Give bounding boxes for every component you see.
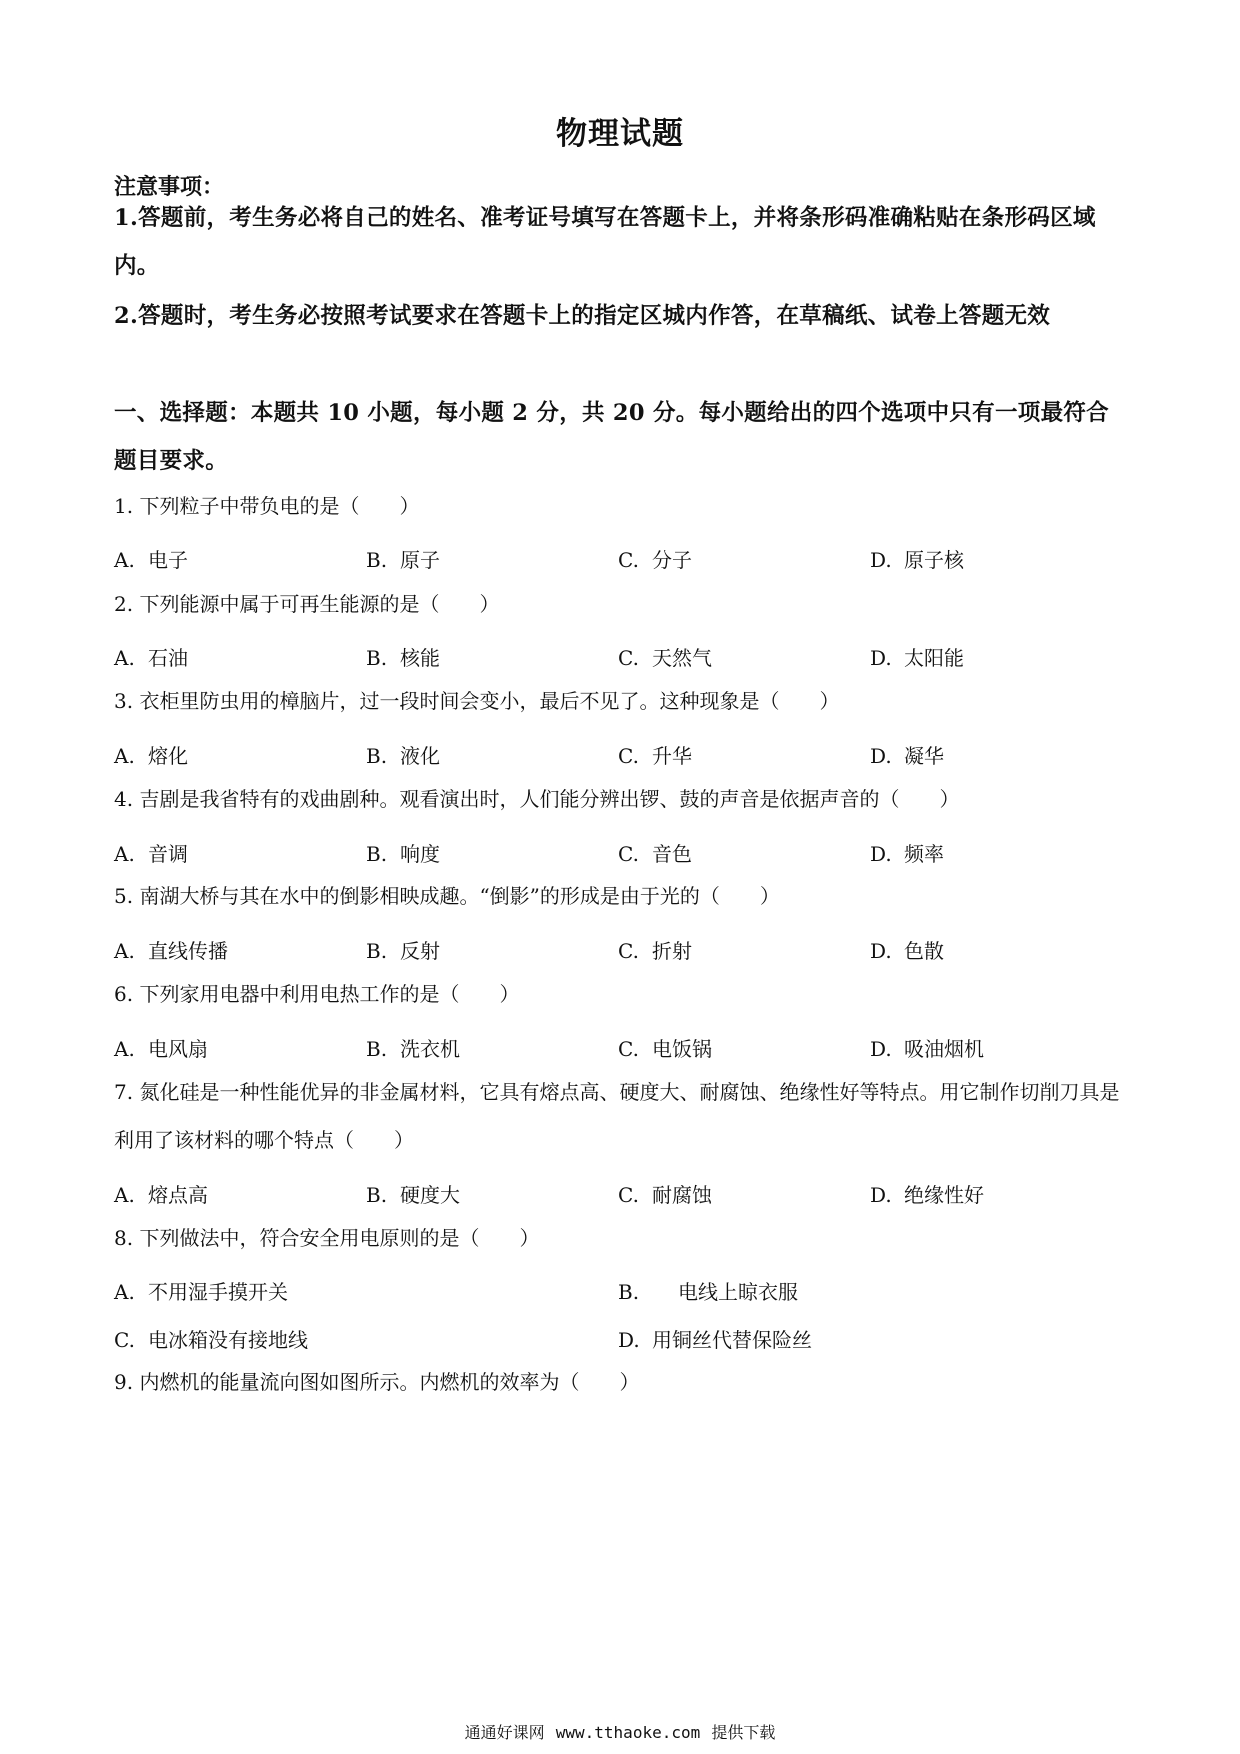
option-letter: C. xyxy=(618,842,639,866)
question-2-options xyxy=(114,642,1124,672)
option-b xyxy=(366,740,440,769)
option-d xyxy=(618,1324,812,1353)
option-a xyxy=(114,642,188,671)
option-c xyxy=(618,1179,712,1208)
option-text: 电子 xyxy=(148,548,188,572)
option-letter: B. xyxy=(366,842,388,866)
option-text: 太阳能 xyxy=(904,646,964,670)
option-letter: C. xyxy=(114,1328,135,1352)
option-text: 熔化 xyxy=(148,744,188,768)
option-letter: D. xyxy=(870,646,892,670)
option-text: 绝缘性好 xyxy=(904,1183,984,1207)
option-a xyxy=(114,740,188,769)
option-letter: A. xyxy=(114,646,135,670)
question-4-stem: 4. 吉剧是我省特有的戏曲剧种。观看演出时，人们能分辨出锣、鼓的声音是依据声音的（ ） xyxy=(114,787,960,811)
option-text: 不用湿手摸开关 xyxy=(148,1280,288,1304)
option-c xyxy=(618,544,692,573)
option-letter: A. xyxy=(114,744,135,768)
question-9-stem: 9. 内燃机的能量流向图如图所示。内燃机的效率为（ ） xyxy=(114,1370,640,1394)
option-letter: D. xyxy=(870,1183,892,1207)
option-text: 石油 xyxy=(148,646,188,670)
option-letter: B. xyxy=(366,1183,388,1207)
notes-heading: 注意事项： xyxy=(114,174,225,200)
option-a xyxy=(114,1179,208,1208)
question-3-options xyxy=(114,740,1124,770)
question-4-options xyxy=(114,838,1124,868)
question-5-options xyxy=(114,935,1124,965)
question-3-stem: 3. 衣柜里防虫用的樟脑片，过一段时间会变小，最后不见了。这种现象是（ ） xyxy=(114,689,840,713)
option-letter: C. xyxy=(618,939,639,963)
option-letter: D. xyxy=(618,1328,640,1352)
option-d xyxy=(870,935,944,964)
option-letter: B. xyxy=(366,548,388,572)
option-letter: A. xyxy=(114,1037,135,1061)
option-b xyxy=(366,544,440,573)
option-b xyxy=(366,838,440,867)
option-a xyxy=(114,935,228,964)
option-a xyxy=(114,1276,288,1305)
question-8-options-row-1 xyxy=(114,1276,1124,1306)
option-text: 电冰箱没有接地线 xyxy=(148,1328,308,1352)
option-letter: D. xyxy=(870,548,892,572)
option-letter: C. xyxy=(618,744,639,768)
option-b xyxy=(366,935,440,964)
option-text: 音色 xyxy=(652,842,692,866)
option-c xyxy=(618,642,712,671)
question-8-options-row-2 xyxy=(114,1324,1124,1354)
option-b xyxy=(366,1179,460,1208)
page-title: 物理试题 xyxy=(556,116,684,152)
option-b xyxy=(366,642,440,671)
option-letter: A. xyxy=(114,939,135,963)
option-text: 音调 xyxy=(148,842,188,866)
option-a xyxy=(114,1033,208,1062)
option-text: 原子 xyxy=(400,548,440,572)
footer-url[interactable]: www.tthaoke.com xyxy=(555,1723,701,1742)
option-letter: D. xyxy=(870,1037,892,1061)
option-text: 折射 xyxy=(652,939,692,963)
option-d xyxy=(870,642,964,671)
notes-item-1: 1.答题前，考生务必将自己的姓名、准考证号填写在答题卡上，并将条形码准确粘贴在条形码区域内。 xyxy=(114,205,1096,279)
option-text: 液化 xyxy=(400,744,440,768)
option-text: 电饭锅 xyxy=(652,1037,712,1061)
option-text: 凝华 xyxy=(904,744,944,768)
section-heading: 一、选择题：本题共 10 小题，每小题 2 分，共 20 分。每小题给出的四个选项中只有一项最符合题目要求。 xyxy=(114,400,1109,474)
option-letter: B. xyxy=(366,646,388,670)
option-text: 色散 xyxy=(904,939,944,963)
option-text: 核能 xyxy=(400,646,440,670)
option-b xyxy=(366,1033,460,1062)
option-c xyxy=(618,1033,712,1062)
page-footer xyxy=(0,1720,1240,1743)
option-text: 耐腐蚀 xyxy=(652,1183,712,1207)
option-text: 直线传播 xyxy=(148,939,228,963)
footer-site-name: 通通好课网 xyxy=(464,1723,545,1742)
option-text: 原子核 xyxy=(904,548,964,572)
option-c xyxy=(618,740,692,769)
option-c xyxy=(618,838,692,867)
option-c xyxy=(114,1324,308,1353)
option-text: 硬度大 xyxy=(400,1183,460,1207)
question-1-options xyxy=(114,544,1124,574)
option-b xyxy=(618,1276,798,1305)
option-text: 洗衣机 xyxy=(400,1037,460,1061)
option-letter: D. xyxy=(870,842,892,866)
option-letter: B. xyxy=(366,744,388,768)
option-text: 天然气 xyxy=(652,646,712,670)
option-d xyxy=(870,838,944,867)
option-letter: B. xyxy=(366,1037,388,1061)
question-7-options xyxy=(114,1179,1124,1209)
option-d xyxy=(870,544,964,573)
notes-item-2: 2.答题时，考生务必按照考试要求在答题卡上的指定区城内作答，在草稿纸、试卷上答题无效 xyxy=(114,303,1051,329)
question-7-stem: 7. 氮化硅是一种性能优异的非金属材料，它具有熔点高、硬度大、耐腐蚀、绝缘性好等特点。用它制作切削刀具是利用了该材料的哪个特点（ ） xyxy=(114,1080,1120,1152)
option-a xyxy=(114,838,188,867)
option-letter: C. xyxy=(618,548,639,572)
option-letter: A. xyxy=(114,1183,135,1207)
option-d xyxy=(870,740,944,769)
option-text: 熔点高 xyxy=(148,1183,208,1207)
option-text: 反射 xyxy=(400,939,440,963)
option-text: 分子 xyxy=(652,548,692,572)
option-text: 用铜丝代替保险丝 xyxy=(652,1328,812,1352)
footer-suffix: 提供下载 xyxy=(711,1723,776,1742)
option-letter: A. xyxy=(114,548,135,572)
option-text: 频率 xyxy=(904,842,944,866)
option-letter: A. xyxy=(114,842,135,866)
option-letter: C. xyxy=(618,646,639,670)
option-text: 响度 xyxy=(400,842,440,866)
option-c xyxy=(618,935,692,964)
option-a xyxy=(114,544,188,573)
option-text: 吸油烟机 xyxy=(904,1037,984,1061)
question-6-options xyxy=(114,1033,1124,1063)
question-2-stem: 2. 下列能源中属于可再生能源的是（ ） xyxy=(114,592,500,616)
option-text: 电线上晾衣服 xyxy=(678,1280,798,1304)
option-letter: B. xyxy=(618,1280,640,1304)
option-letter: A. xyxy=(114,1280,135,1304)
option-text: 升华 xyxy=(652,744,692,768)
option-text: 电风扇 xyxy=(148,1037,208,1061)
question-6-stem: 6. 下列家用电器中利用电热工作的是（ ） xyxy=(114,982,520,1006)
option-d xyxy=(870,1179,984,1208)
option-letter: D. xyxy=(870,744,892,768)
option-d xyxy=(870,1033,984,1062)
option-letter: C. xyxy=(618,1183,639,1207)
question-8-stem: 8. 下列做法中，符合安全用电原则的是（ ） xyxy=(114,1226,540,1250)
option-letter: B. xyxy=(366,939,388,963)
option-letter: C. xyxy=(618,1037,639,1061)
question-1-stem: 1. 下列粒子中带负电的是（ ） xyxy=(114,494,420,518)
option-letter: D. xyxy=(870,939,892,963)
question-5-stem: 5. 南湖大桥与其在水中的倒影相映成趣。“倒影”的形成是由于光的（ ） xyxy=(114,884,780,908)
